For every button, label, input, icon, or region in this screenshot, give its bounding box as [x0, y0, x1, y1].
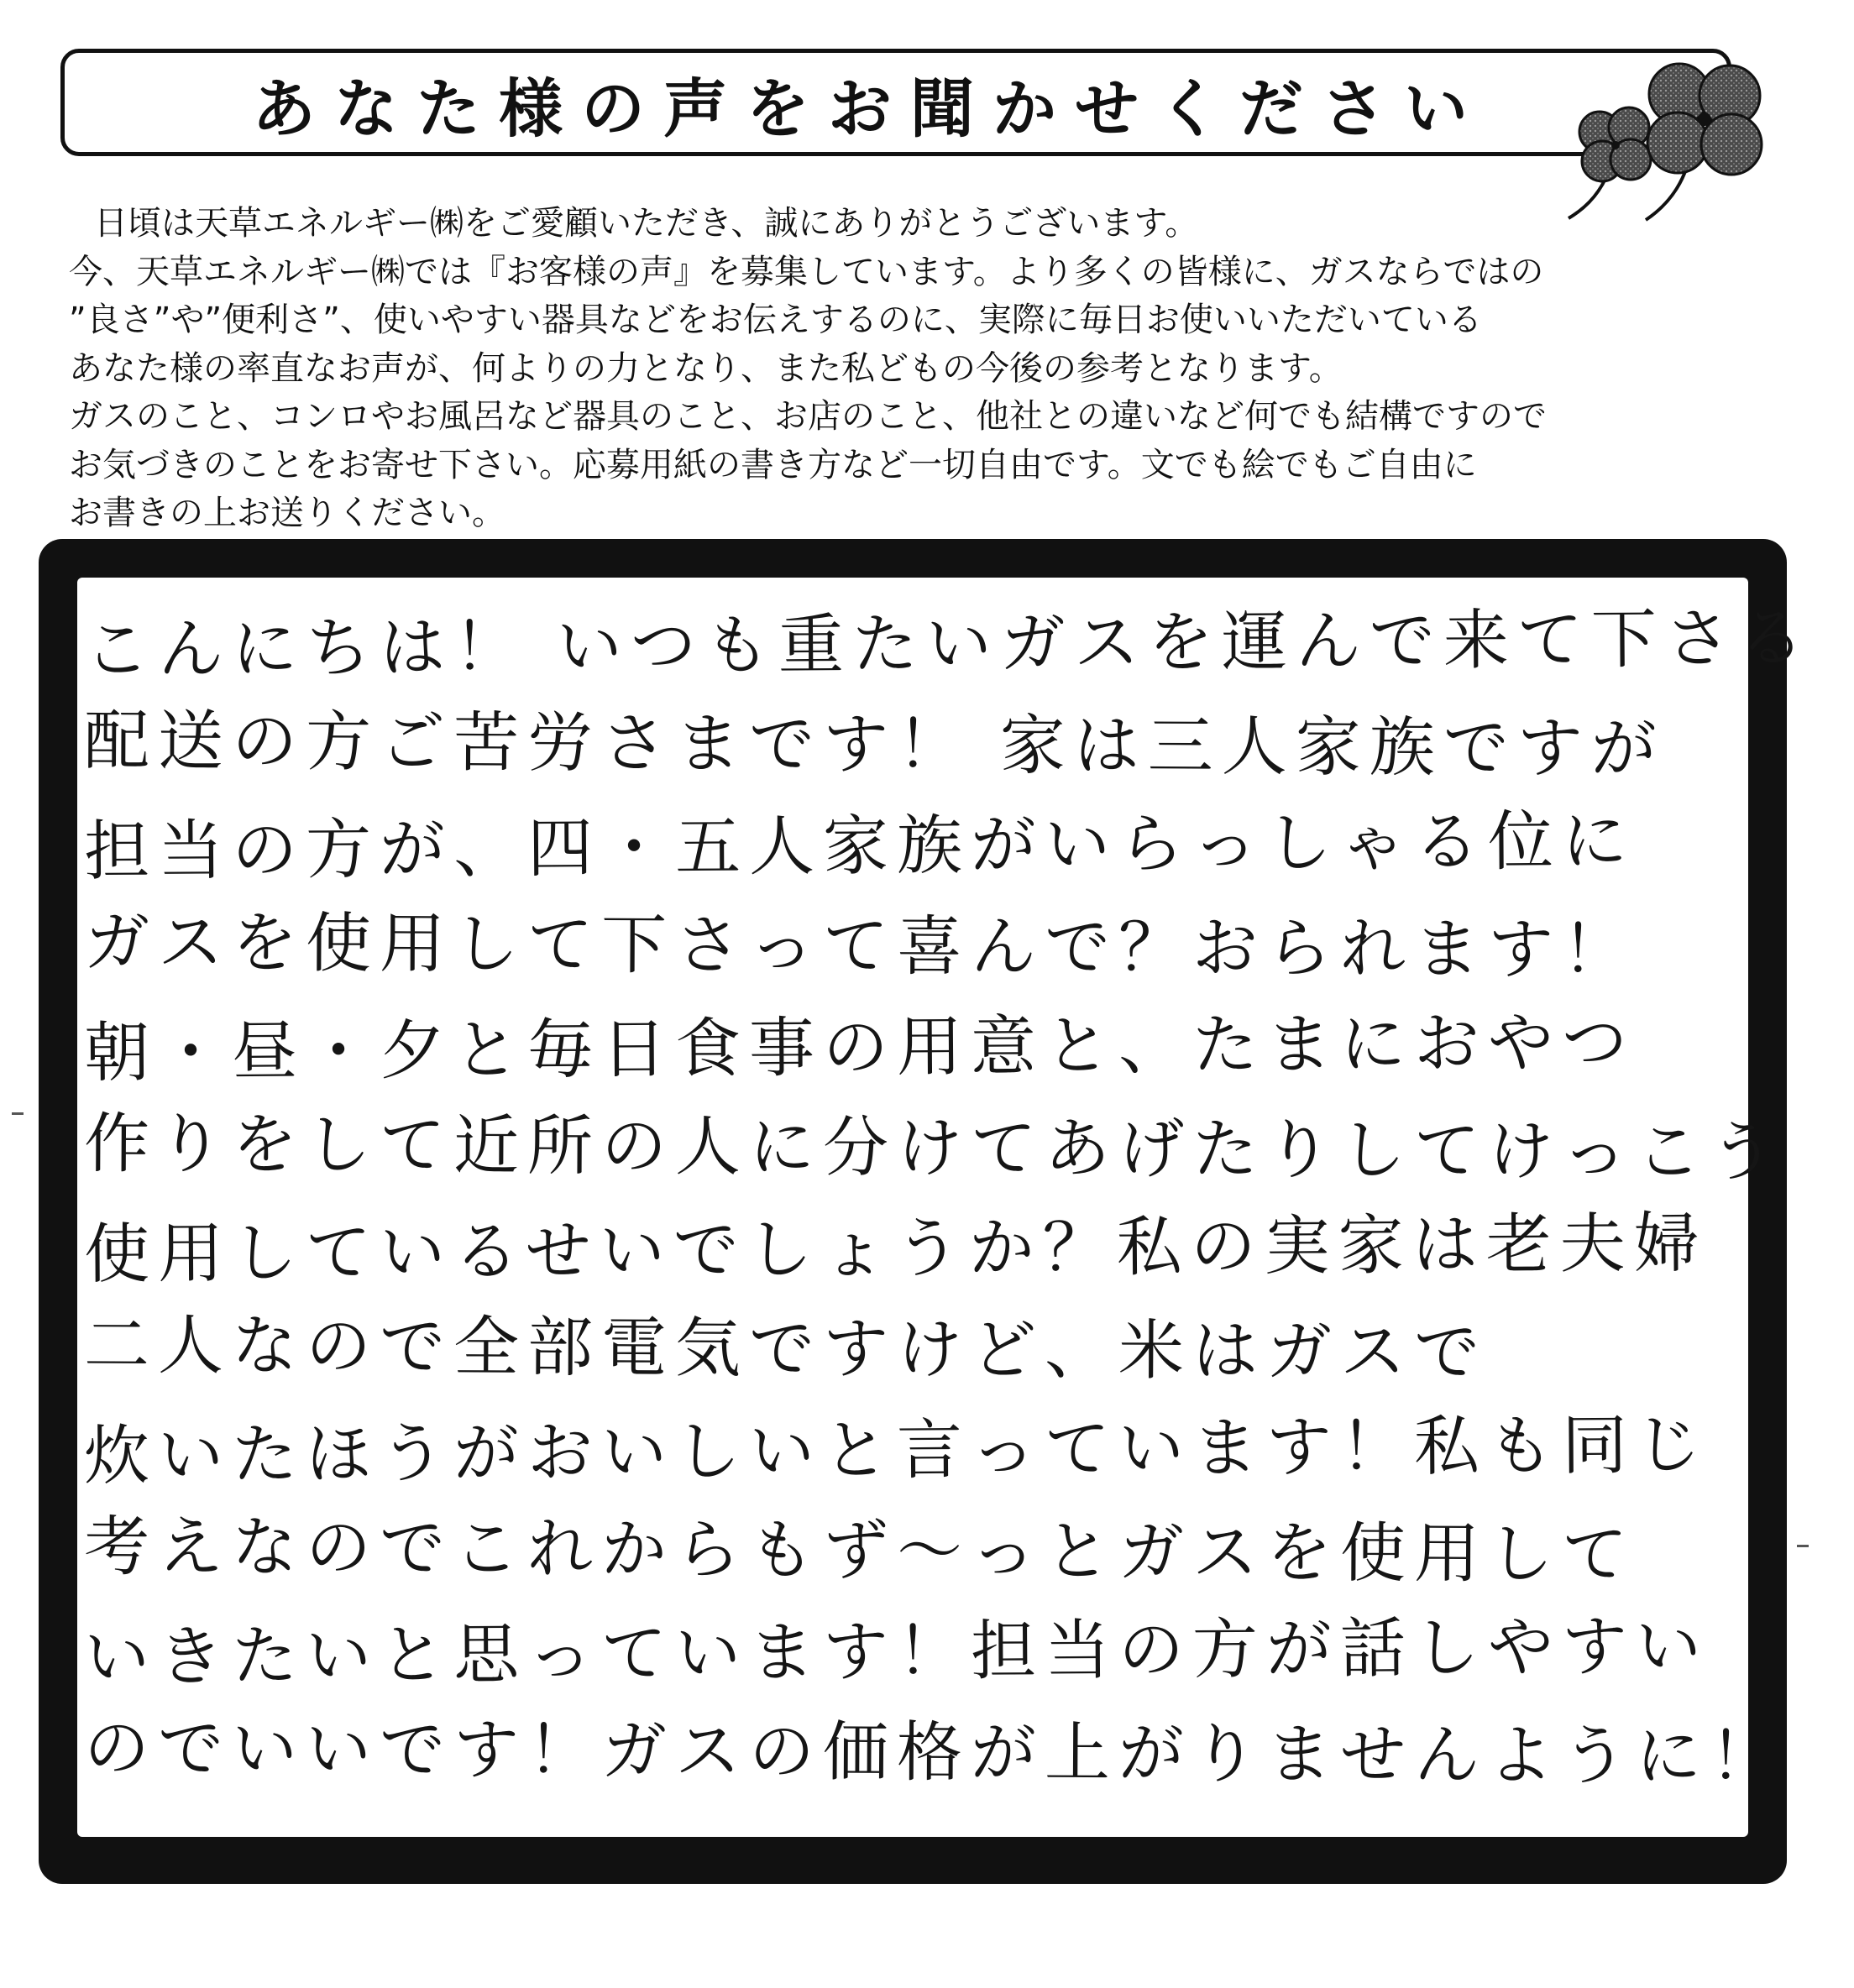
message-line: 作りをして近所の人に分けてあげたりしてけっこう [83, 1106, 1784, 1191]
message-line: 二人なので全部電気ですけど、米はガスで [83, 1307, 1489, 1391]
intro-line: 日頃は天草エネルギー㈱をご愛顧いただき、誠にありがとうございます。 [94, 204, 1199, 243]
message-line: こんにちは！ いつも重たいガスを運んで来て下さる [83, 600, 1814, 688]
message-line: のでいいです！ガスの価格が上がりませんように！ [83, 1710, 1784, 1796]
message-line: 炊いたほうがおいしいと言っています！私も同じ [83, 1407, 1710, 1494]
message-line: 使用しているせいでしょうか？私の実家は老夫婦 [83, 1206, 1708, 1293]
message-line: 朝・昼・夕と毎日食事の用意と、たまにおやつ [83, 1005, 1637, 1091]
message-line: 考えなのでこれからもず〜っとガスを使用して [83, 1509, 1637, 1593]
intro-line: お気づきのことをお寄せ下さい。応募用紙の書き方など一切自由です。文でも絵でもご自由に [69, 445, 1477, 484]
intro-line: お書きの上お送りください。 [69, 494, 505, 532]
scan-speck [1797, 1545, 1809, 1547]
intro-paragraph [69, 200, 1773, 538]
page-title: あなた様の声をお聞かせください [252, 71, 1486, 146]
message-line: いきたいと思っています！担当の方が話しやすい [83, 1609, 1710, 1696]
scan-speck [12, 1112, 24, 1115]
intro-line: 今、天草エネルギー㈱では『お客様の声』を募集しています。より多くの皆様に、ガスならではの [69, 252, 1544, 291]
message-line: 担当の方が、四・五人家族がいらっしゃる位に [83, 803, 1637, 890]
message-line: ガスを使用して下さって喜んで？おられます！ [83, 904, 1637, 989]
intro-line: あなた様の率直なお声が、何よりの力となり、また私どもの今後の参考となります。 [69, 348, 1343, 388]
clover-icon [1553, 44, 1780, 224]
handwritten-message [83, 594, 1814, 1803]
intro-line: ”良さ”や”便利さ”、使いやすい器具などをお伝えするのに、実際に毎日お使いいただいている [69, 301, 1482, 339]
intro-line: ガスのこと、コンロやお風呂など器具のこと、お店のこと、他社との違いなど何でも結構ですので [69, 397, 1547, 436]
message-line: 配送の方ご苦労さまです！ 家は三人家族ですが [83, 703, 1666, 787]
